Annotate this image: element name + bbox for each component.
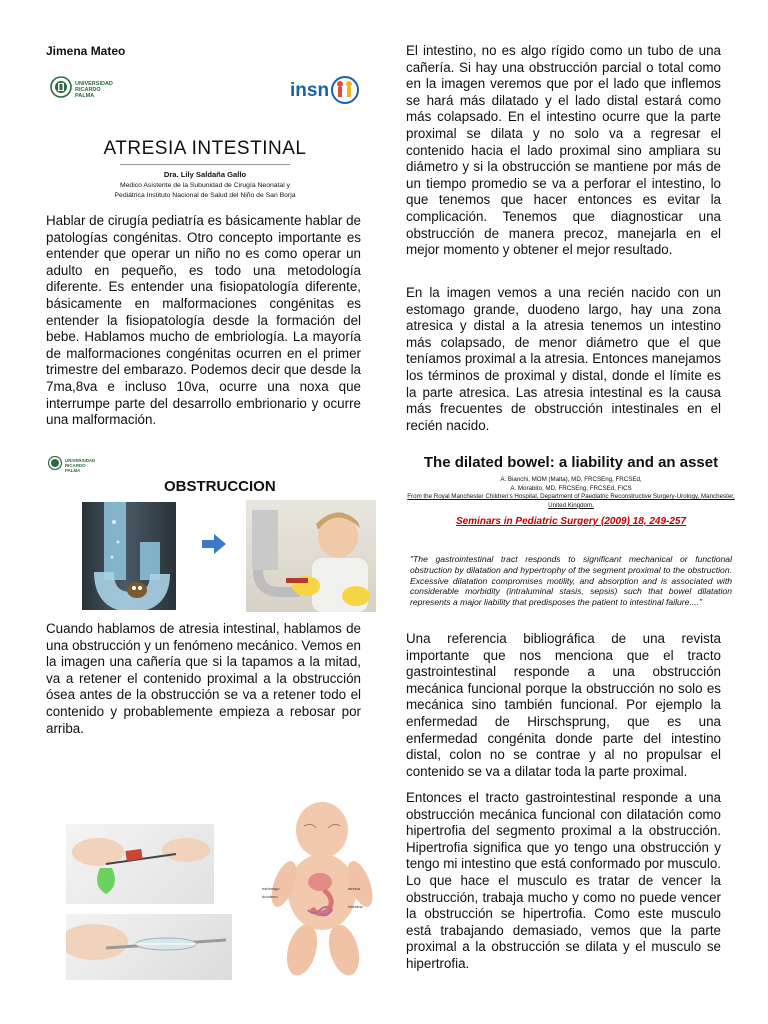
title-slide-image: [46, 66, 364, 202]
right-paragraph-4: Entonces el tracto gastrointestinal responde a una obstrucción mecánica funcional con dilatación como hipertrofia del segmento proximal a la obstrucción. Hipertrofia significa que yo tengo una obstrucción y tengo mi intestino que está conformado por musculo. Lo que hace el musculo es tratar de vencer la obstrucción, trabaja mucho y como no puede vencer la obstrucción se hipertrofia. Como este musculo está trabajando demasiado, vemos que la parte proximal a la obstrucción se dilata y el musculo se hipertrofia.: [406, 790, 721, 971]
urp-logo-line-1: UNIVERSIDAD: [75, 81, 113, 87]
urp-logo-line-2: RICARDO PALMA: [65, 463, 86, 473]
obstruction-slide-image: [46, 454, 376, 614]
newborn-baby-icon: [262, 800, 382, 980]
paper-journal: Seminars in Pediatric Surgery (2009) 18, 249-257: [455, 516, 687, 527]
insn-logo: [290, 74, 362, 108]
author-name: Jimena Mateo: [46, 44, 126, 58]
plumber-fixing-pipe-illustration: [246, 500, 376, 612]
paper-quote: "The gastrointestinal tract responds to significant mechanical or functional obstruction by dilatation and hypertrophy of the segment proximal to the obstruction. Excessive dilatation compromises motility, and absorption and is associated with considerable morbidity (intraluminal stasis, sepsis) such that bowel dilatation represents a major liability that predisposes the patient to intestinal failure....": [410, 554, 732, 608]
urp-logo-line-1: UNIVERSIDAD: [65, 458, 96, 463]
right-paragraph-1: El intestino, no es algo rígido como un tubo de una cañería. Si hay una obstrucción parcial o total como en la imagen veremos que por el lado que inflemos se hará más dilatado y el lado distal estará como más colapsado. En el intestino ocurre que la parte proximal se dilata y no solo va a regresar el contenido hacia el lado proximal sino ampliara su diámetro y si la obstrucción se mantiene por más de un tiempo promedio se va a perforar el intestino, lo que tenemos que hacer entonces es evitar la complicación. Tenemos que diagnosticar una obstrucción de manera precoz, manejarla en el mejor momento y obtener el mejor resultado.: [406, 43, 721, 258]
reference-paper-image: [406, 452, 736, 624]
paper-authors: [406, 476, 736, 510]
paper-title: The dilated bowel: a liability and an asset: [423, 454, 719, 471]
left-paragraph-2: Cuando hablamos de atresia intestinal, hablamos de una obstrucción y un fenómeno mecánico. Vemos en la imagen una cañería que si la tapamos a la mitad, va a retener el contenido proximal a la obstrucción ósea antes de la obstrucción se va a retener todo el contenido y probablemente empieza a rebosar por arriba.: [46, 621, 361, 736]
presenter-name: Dra. Lily Saldaña Gallo: [163, 170, 247, 179]
baby-label-intestine: intestino: [348, 904, 363, 909]
obstruction-title: OBSTRUCCION: [164, 478, 276, 495]
urp-shield-icon: [48, 456, 62, 470]
right-paragraph-3: Una referencia bibliográfica de una revista importante que nos menciona que el tracto gastrointestinal responde a una obstrucción mecánica funcional porque la obstrucción no solo es mecánica sino también funcional. Por ejemplo la enfermedad de Hirschsprung, que es una enfermedad congénita donde parte del intestino distal, colon no se contrae y al no propulsar el contenido se va a dilatar toda la parte proximal.: [406, 631, 721, 779]
paper-affiliation-1: From the Royal Manchester Children's Hospital, Department of Paediatric Reconstructive Surgery-Urology, Manchester,: [407, 493, 735, 501]
left-paragraph-1: Hablar de cirugía pediatría es básicamente hablar de patologías congénitas. Otro concepto importante es entender que operar un niño no es como operar un adulto en pequeño, es todo una metodología diferente. Es entender una fisiopatología diferente, básicamente en malformaciones congénitas es entender la fisiopatología desde la formación del bebe. Hablamos mucho de embriología. La mayoría de malformaciones congénitas ocurren en el primer trimestre del embarazo. Podemos decir que desde la 7ma,8va e incluso 10va, ocurre una noxa que interrumpe parte del desarrollo embrionario y ocurre una malformación.: [46, 213, 361, 428]
newborn-anatomy-illustration: [262, 800, 382, 980]
pipe-photo: [82, 502, 176, 610]
balloon-dilator-photo: [66, 914, 232, 980]
slide-title: ATRESIA INTESTINAL: [103, 138, 307, 159]
paper-affiliation-2: United Kingdom.: [548, 501, 594, 509]
arrow-right-icon: [202, 534, 226, 554]
title-divider: [120, 164, 290, 165]
urp-logo-small: [48, 456, 96, 475]
insn-logo-text: insn: [290, 80, 330, 101]
urp-logo: [50, 76, 113, 100]
insn-children-icon: [330, 74, 360, 106]
urp-shield-icon: [50, 76, 72, 98]
catheter-insertion-illustration: [66, 824, 214, 904]
presenter-role-1: Medico Asistente de la Subunidad de Cirugía Neonatal y: [119, 182, 291, 189]
balloon-dilator-illustration: [66, 914, 232, 980]
balloon-catheter-photo: [66, 824, 214, 904]
urp-logo-line-2: RICARDO PALMA: [75, 87, 101, 99]
baby-label-duodenum: duodeno: [262, 894, 278, 899]
paper-authors-1: A. Bianchi, MOM (Malta), MD, FRCSEng, FRCSEd,: [500, 476, 642, 483]
pipe-obstruction-illustration: [82, 502, 176, 610]
right-paragraph-2: En la imagen vemos a una recién nacido con un estomago grande, duodeno largo, hay una zona atresica y distal a la atresia tenemos un intestino más colapsado, de menor diámetro que el que teníamos proximal a la atresia. Entonces manejamos los términos de proximal y distal, donde el límite es la parte atresica. Las atresia intestinal es la causa más frecuentes de obstrucción intestinales en el recién nacido.: [406, 285, 721, 433]
paper-authors-2: A. Morabito, MD, FRCSEng, FRCSEd, FICS: [510, 484, 632, 492]
presenter-block: [46, 170, 364, 201]
baby-label-stomach: estómago: [262, 886, 280, 891]
plumber-photo: [246, 500, 376, 612]
baby-label-atresia: atresia: [348, 886, 361, 891]
presenter-role-2: Pediátrica Instituto Nacional de Salud del Niño de San Borja: [114, 192, 296, 199]
